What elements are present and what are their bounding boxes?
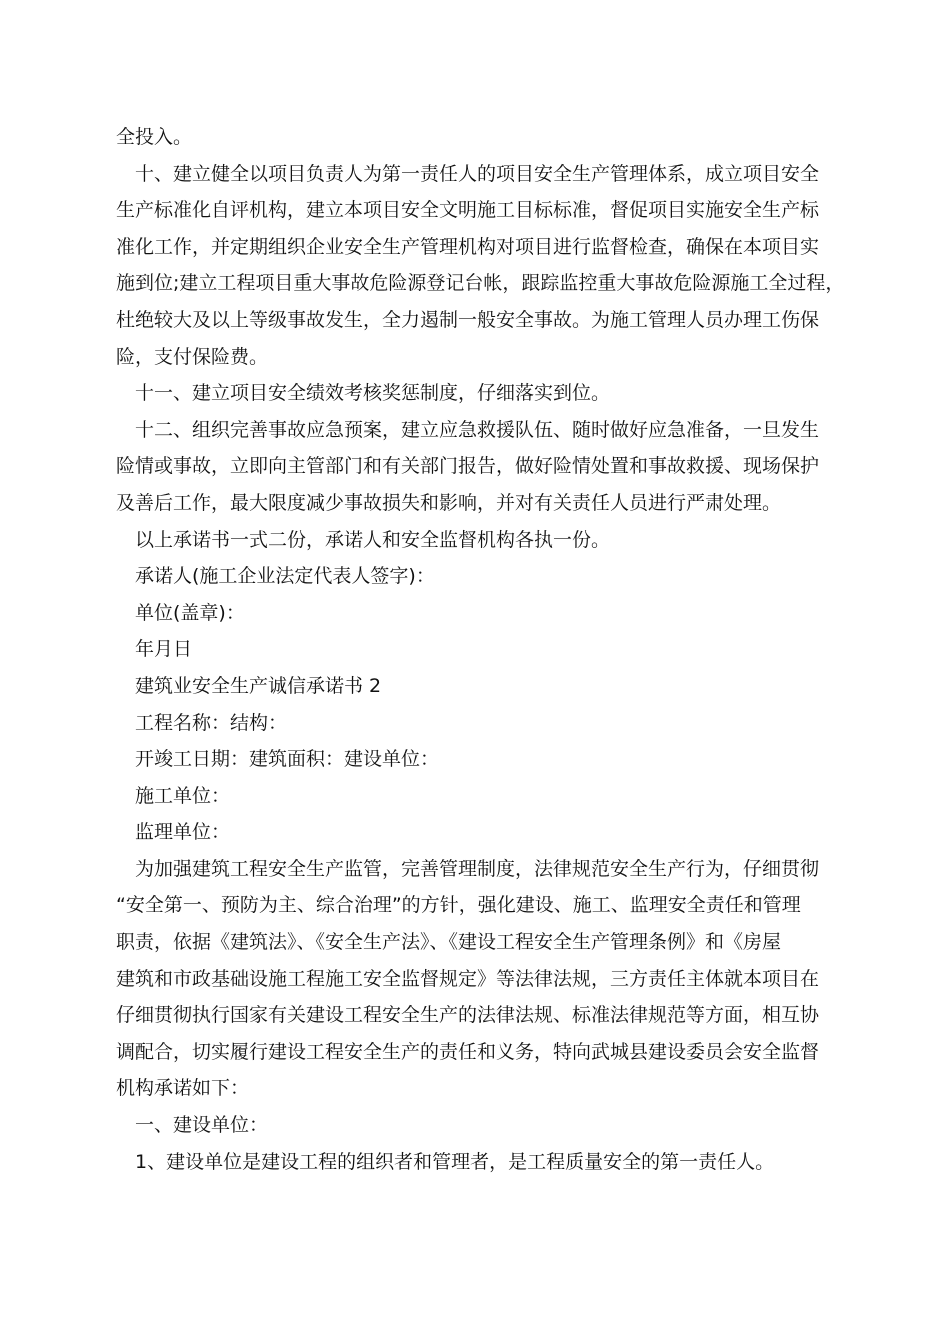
paragraph — [116, 156, 848, 376]
text-line: 职责，依据《建筑法》、《安全生产法》、《建设工程安全生产管理条例》和《房屋 — [116, 931, 782, 954]
paragraph — [116, 1107, 848, 1144]
text-line: 险，支付保险费。 — [116, 345, 269, 368]
paragraph — [116, 412, 848, 522]
text-line: 及善后工作，最大限度减少事故损失和影响，并对有关责任人员进行严肃处理。 — [116, 491, 782, 514]
text-line: 单位(盖章)： — [135, 601, 245, 624]
text-line: 机构承诺如下： — [116, 1077, 250, 1100]
text-line: 十一、建立项目安全绩效考核奖惩制度，仔细落实到位。 — [135, 382, 611, 405]
paragraph — [116, 631, 848, 668]
text-line: 一、建设单位： — [135, 1114, 269, 1137]
paragraph — [116, 705, 848, 742]
text-line: 监理单位： — [135, 821, 231, 844]
paragraph — [116, 119, 848, 156]
text-line: 仔细贯彻执行国家有关建设工程安全生产的法律法规、标准法律规范等方面，相互协 — [116, 1004, 820, 1027]
paragraph — [116, 522, 848, 559]
text-line: 十二、组织完善事故应急预案，建立应急救援队伍、随时做好应急准备，一旦发生 — [135, 418, 820, 441]
text-line: 十、建立健全以项目负责人为第一责任人的项目安全生产管理体系，成立项目安全 — [135, 162, 820, 185]
text-line: 险情或事故，立即向主管部门和有关部门报告，做好险情处置和事故救援、现场保护 — [116, 455, 820, 478]
paragraph — [116, 1144, 848, 1181]
text-line: 施到位;建立工程项目重大事故危险源登记台帐，跟踪监控重大事故危险源施工全过程， — [116, 272, 845, 295]
text-line: 建筑和市政基础设施工程施工安全监督规定》等法律法规，三方责任主体就本项目在 — [116, 967, 820, 990]
text-line: 开竣工日期：建筑面积：建设单位： — [135, 748, 440, 771]
text-line: 生产标准化自评机构，建立本项目安全文明施工目标标准，督促项目实施安全生产标 — [116, 199, 820, 222]
document-body — [116, 119, 848, 1180]
paragraph — [116, 375, 848, 412]
paragraph — [116, 851, 848, 1107]
paragraph — [116, 595, 848, 632]
paragraph — [116, 558, 848, 595]
text-line: 以上承诺书一式二份，承诺人和安全监督机构各执一份。 — [135, 528, 611, 551]
text-line: 全投入。 — [116, 126, 193, 148]
text-line: 年月日 — [135, 638, 193, 661]
text-line: 工程名称：结构： — [135, 711, 288, 734]
text-line: 1、建设单位是建设工程的组织者和管理者，是工程质量安全的第一责任人。 — [135, 1150, 775, 1173]
text-line: 承诺人(施工企业法定代表人签字)： — [135, 565, 435, 588]
paragraph — [116, 814, 848, 851]
text-line: 调配合，切实履行建设工程安全生产的责任和义务，特向武城县建设委员会安全监督 — [116, 1040, 820, 1063]
paragraph — [116, 778, 848, 815]
text-line: “安全第一、预防为主、综合治理”的方针，强化建设、施工、监理安全责任和管理 — [116, 894, 801, 917]
text-line: 建筑业安全生产诚信承诺书 2 — [135, 674, 382, 697]
text-line: 准化工作，并定期组织企业安全生产管理机构对项目进行监督检查，确保在本项目实 — [116, 235, 820, 258]
paragraph — [116, 741, 848, 778]
text-line: 施工单位： — [135, 784, 231, 807]
paragraph — [116, 668, 848, 705]
text-line: 为加强建筑工程安全生产监管，完善管理制度，法律规范安全生产行为，仔细贯彻 — [135, 857, 820, 880]
text-line: 杜绝较大及以上等级事故发生，全力遏制一般安全事故。为施工管理人员办理工伤保 — [116, 308, 820, 331]
